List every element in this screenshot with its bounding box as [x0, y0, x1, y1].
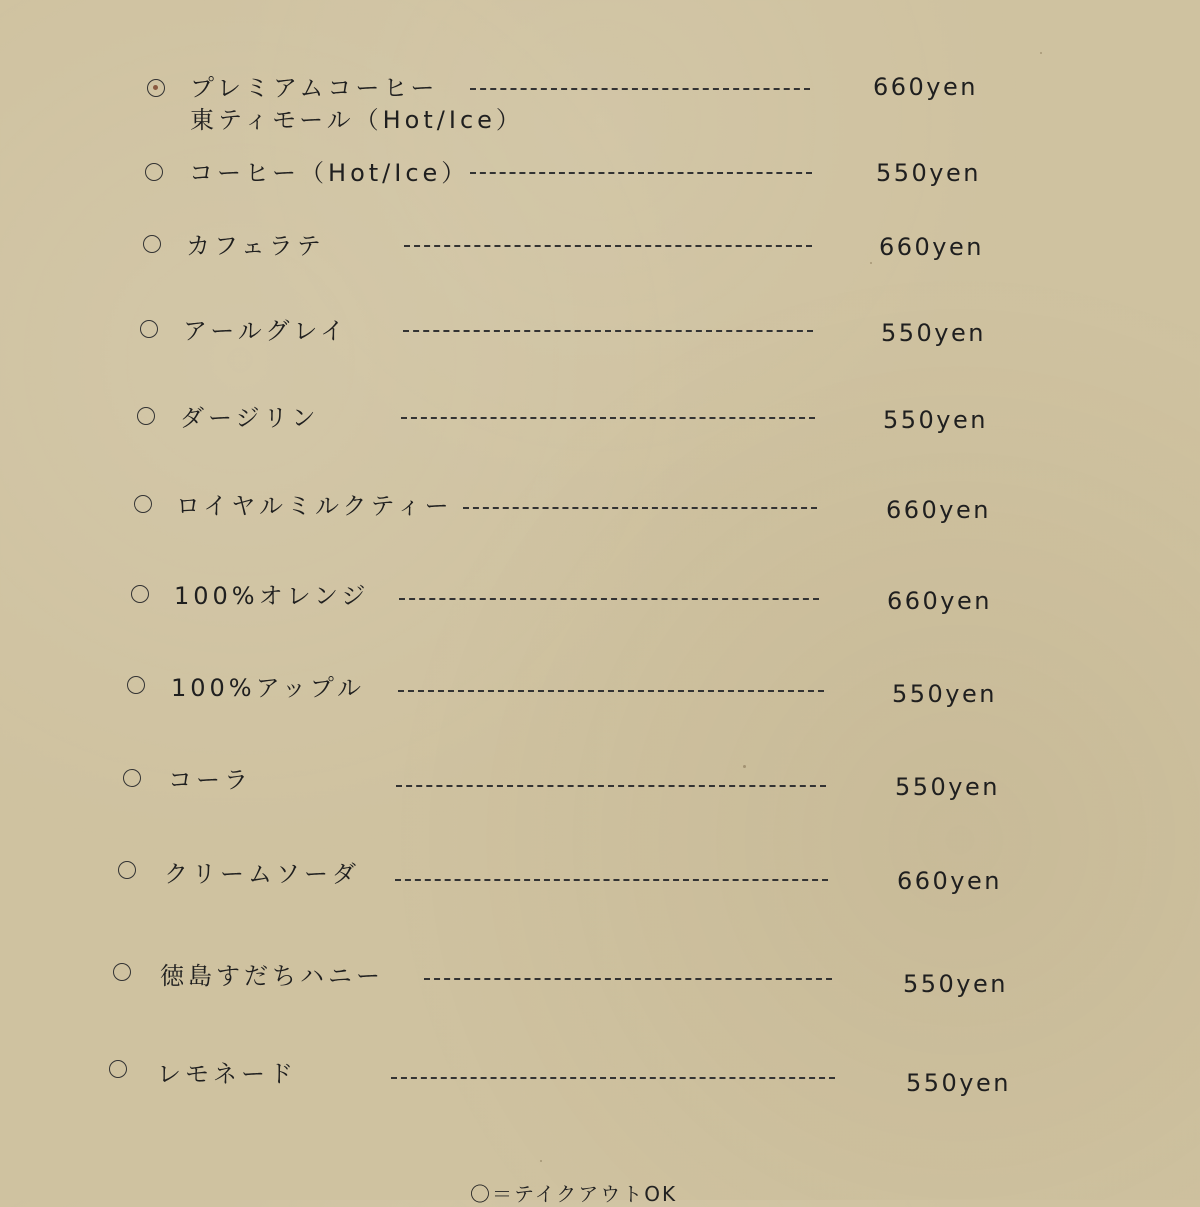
- takeout-circle-icon: [131, 585, 149, 603]
- leader-dots: [401, 417, 815, 419]
- item-price: 550yen: [892, 680, 997, 708]
- leader-dots: [399, 598, 819, 600]
- item-price: 660yen: [879, 233, 984, 261]
- item-price: 550yen: [881, 319, 986, 347]
- item-price: 660yen: [897, 867, 1002, 895]
- item-price: 550yen: [895, 773, 1000, 801]
- paper-speck: [540, 1160, 542, 1162]
- takeout-circle-icon: [140, 320, 158, 338]
- paper-speck: [743, 765, 746, 768]
- item-name: カフェラテ: [186, 232, 325, 260]
- item-name: 100%アップル: [171, 674, 365, 702]
- item-name-line2: 東ティモール（Hot/Ice）: [190, 106, 524, 134]
- takeout-legend: 〇＝テイクアウトOK: [470, 1182, 678, 1206]
- takeout-circle-icon: [147, 79, 165, 97]
- leader-dots: [404, 245, 812, 247]
- item-name: レモネード: [157, 1060, 297, 1088]
- item-name: コーヒー（Hot/Ice）: [189, 159, 470, 187]
- takeout-circle-icon: [118, 861, 136, 879]
- item-name: 徳島すだちハニー: [160, 962, 384, 990]
- takeout-circle-icon: [145, 163, 163, 181]
- item-name: 100%オレンジ: [174, 582, 370, 610]
- item-price: 550yen: [883, 406, 988, 434]
- item-price: 660yen: [873, 73, 978, 101]
- item-name: アールグレイ: [183, 317, 349, 345]
- leader-dots: [463, 507, 817, 509]
- leader-dots: [391, 1077, 835, 1079]
- leader-dots: [395, 879, 828, 881]
- leader-dots: [470, 172, 812, 174]
- item-price: 660yen: [886, 496, 991, 524]
- takeout-circle-icon: [134, 495, 152, 513]
- item-price: 550yen: [906, 1069, 1011, 1097]
- takeout-circle-icon: [143, 235, 161, 253]
- item-name: ロイヤルミルクティー: [176, 492, 453, 520]
- takeout-circle-icon: [123, 769, 141, 787]
- item-price: 550yen: [876, 159, 981, 187]
- leader-dots: [424, 978, 832, 980]
- takeout-circle-icon: [109, 1060, 127, 1078]
- paper-speck: [1040, 52, 1042, 54]
- item-name: クリームソーダ: [164, 860, 360, 888]
- item-name: コーラ: [168, 766, 252, 794]
- leader-dots: [470, 88, 810, 90]
- paper-speck: [870, 262, 872, 264]
- takeout-circle-icon: [127, 676, 145, 694]
- leader-dots: [396, 785, 826, 787]
- item-price: 660yen: [887, 587, 992, 615]
- leader-dots: [403, 330, 813, 332]
- takeout-circle-icon: [113, 963, 131, 981]
- takeout-circle-icon: [137, 407, 155, 425]
- item-name: ダージリン: [180, 404, 320, 432]
- leader-dots: [398, 690, 824, 692]
- item-price: 550yen: [903, 970, 1008, 998]
- item-name: プレミアムコーヒー 東ティモール（Hot/Ice）: [190, 74, 524, 134]
